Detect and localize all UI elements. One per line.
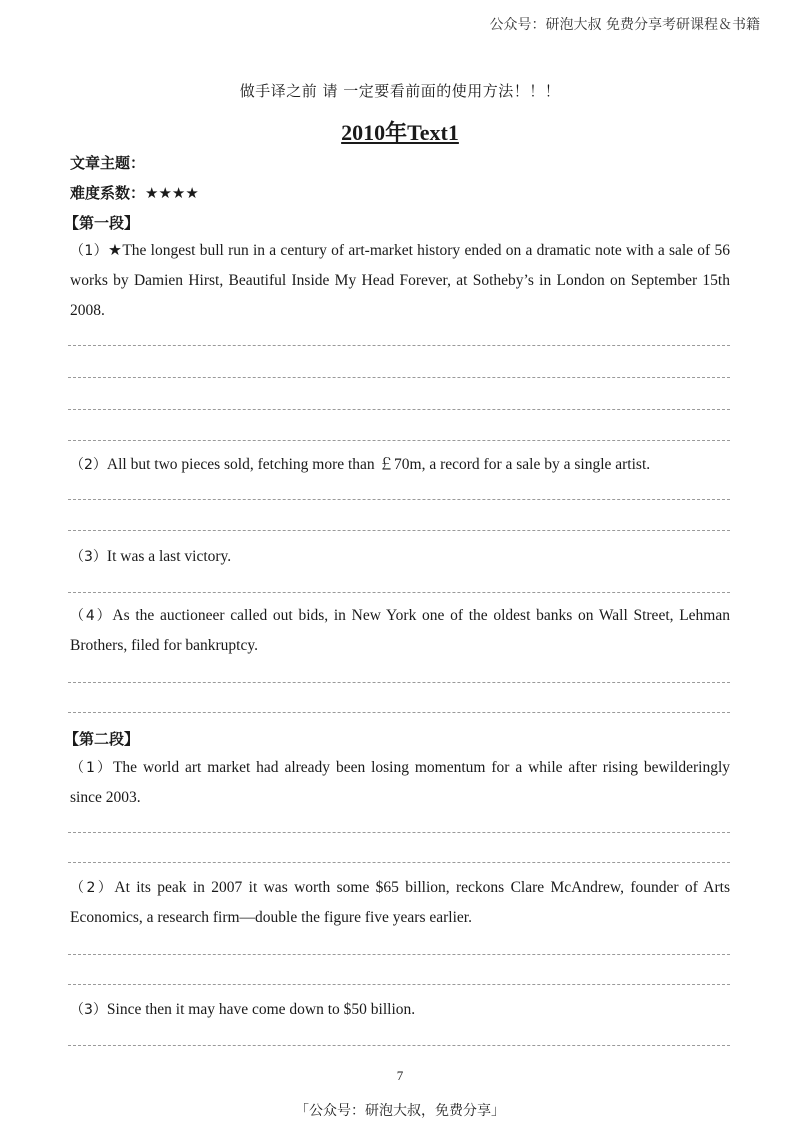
page-number: 7 — [396, 1068, 404, 1083]
footer-note: 「公众号：研泡大叔，免费分享」 — [295, 1103, 505, 1119]
answer-line[interactable] — [68, 1045, 730, 1046]
sentence-1-1 — [70, 236, 730, 326]
difficulty-label: 难度系数： — [70, 184, 146, 202]
sentence-1-2 — [70, 450, 730, 480]
answer-line[interactable] — [68, 984, 730, 985]
answer-line[interactable] — [68, 832, 730, 833]
answer-line[interactable] — [68, 499, 730, 500]
sentence-number: （3） — [70, 1002, 107, 1018]
answer-line[interactable] — [68, 862, 730, 863]
sentence-text: As the auctioneer called out bids, in New York one of the oldest banks on Wall Street, Lehman Brothers, filed for bankruptcy. — [70, 607, 730, 654]
sentence-text: At its peak in 2007 it was worth some $65 billion, reckons Clare McAndrew, founder of Arts Economics, a research firm—double the figure five years earlier. — [70, 879, 730, 926]
sentence-text: All but two pieces sold, fetching more than ￡70m, a record for a sale by a single artist. — [106, 456, 651, 473]
answer-line[interactable] — [68, 712, 730, 713]
sentence-number: （2） — [70, 880, 115, 896]
answer-line[interactable] — [68, 954, 730, 955]
section-heading-1: 【第一段】 — [64, 214, 140, 232]
usage-instruction: 做手译之前 请 一定要看前面的使用方法！！！ — [239, 82, 561, 100]
sentence-number: （1） — [70, 243, 109, 259]
answer-line[interactable] — [68, 592, 730, 593]
topic-field — [70, 152, 145, 173]
section-heading-2: 【第二段】 — [64, 730, 140, 748]
sentence-number: （4） — [70, 608, 113, 624]
difficulty-field — [70, 182, 199, 203]
sentence-number: （1） — [70, 760, 113, 776]
topic-label: 文章主题： — [70, 154, 146, 172]
sentence-text: Since then it may have come down to $50 billion. — [106, 1001, 416, 1018]
difficulty-stars: ★★★★ — [145, 184, 199, 202]
sentence-text: ★The longest bull run in a century of art-market history ended on a dramatic note with a sale of 56 works by Damien Hirst, Beautiful Inside My Head Forever, at Sotheby’s in London on September 15th 2008. — [70, 242, 730, 319]
answer-line[interactable] — [68, 682, 730, 683]
sentence-text: It was a last victory. — [106, 548, 232, 565]
answer-line[interactable] — [68, 530, 730, 531]
sentence-1-4 — [70, 601, 730, 661]
answer-line[interactable] — [68, 409, 730, 410]
page-title: 2010年Text1 — [341, 120, 459, 145]
header-note: 公众号：研泡大叔 免费分享考研课程＆书籍 — [489, 17, 760, 33]
sentence-2-2 — [70, 873, 730, 933]
answer-line[interactable] — [68, 377, 730, 378]
sentence-number: （3） — [70, 549, 107, 565]
sentence-text: The world art market had already been losing momentum for a while after rising bewilderingly since 2003. — [70, 759, 730, 806]
sentence-2-3 — [70, 995, 730, 1025]
sentence-number: （2） — [70, 457, 107, 473]
answer-line[interactable] — [68, 440, 730, 441]
answer-line[interactable] — [68, 345, 730, 346]
sentence-2-1 — [70, 753, 730, 813]
sentence-1-3 — [70, 542, 730, 572]
